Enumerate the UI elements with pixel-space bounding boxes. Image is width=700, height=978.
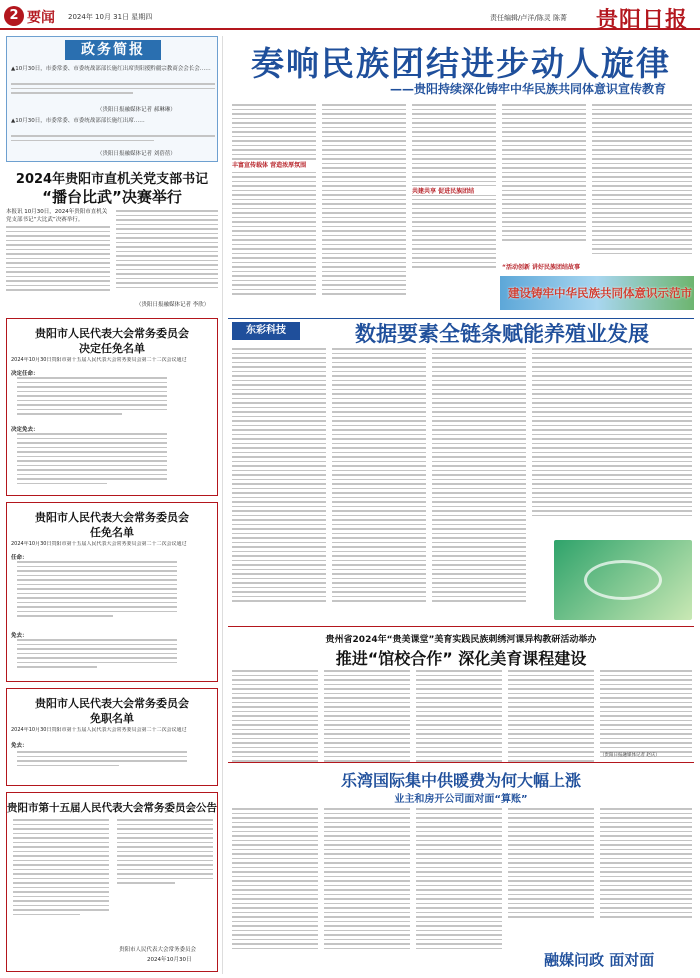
- editors-line: 责任编辑/卢洋/陈灵 陈菁: [490, 14, 567, 22]
- speech-contest-source: （贵阳日报融媒体记者 李欣）: [136, 302, 210, 308]
- box2-title-1: 贵阳市人民代表大会常务委员会: [35, 511, 189, 524]
- main-story-subtitle: ——贵阳持续深化铸牢中华民族共同体意识宣传教育: [389, 82, 666, 96]
- box2-title-2: 任免名单: [90, 526, 134, 539]
- finance-title: 乐湾国际集中供暖费为何大幅上涨: [340, 771, 581, 790]
- box2-label-2: 免去：: [11, 633, 28, 639]
- brief-item-2-source: （贵阳日报融媒体记者 刘蓓蓓）: [97, 151, 176, 157]
- box3-date: 2024年10月30日贵阳市第十五届人民代表大会常务委员会第二十二次会议通过: [11, 727, 187, 733]
- banner-image: [500, 276, 694, 310]
- digital-illustration: [554, 540, 692, 620]
- page-number: 2: [4, 6, 24, 26]
- box3-label-1: 免去：: [11, 743, 28, 749]
- box4-signature: 贵阳市人民代表大会常务委员会: [119, 947, 197, 953]
- speech-contest-article: [6, 168, 218, 308]
- digital-column-tag: 东彩科技: [232, 322, 300, 340]
- main-story-title: 奏响民族团结进步动人旋律: [251, 44, 671, 83]
- hanfu-kicker: 贵州省2024年“贵美课堂”美育实践民族刺绣河课异构教研活动举办: [325, 635, 597, 645]
- main-sub-heading-2: 共建共享 促进民族团结: [412, 186, 496, 195]
- finance-column-tag: [540, 946, 694, 972]
- finance-column-label: 融媒问政 面对面: [544, 951, 655, 969]
- digital-story-title: 数据要素全链条赋能养殖业发展: [355, 322, 649, 346]
- box4-date: 2024年10月30日: [147, 957, 192, 963]
- main-sub-heading-3: “活动创新 讲好民族团结故事: [502, 262, 586, 271]
- digital-illustration-swirl-icon: [584, 560, 662, 600]
- speech-contest-title-2: “播台比武”决赛举行: [42, 188, 182, 206]
- box3-title-1: 贵阳市人民代表大会常务委员会: [35, 697, 189, 710]
- section-name: 要闻: [27, 10, 55, 26]
- appointment-box-1: [6, 318, 218, 496]
- box3-title-2: 免职名单: [90, 712, 134, 725]
- politics-brief-title: 政务简报: [65, 40, 161, 60]
- box1-label-1: 决定任命：: [11, 371, 39, 377]
- brief-item-1: ▲10月30日，市委常委、市委统战部部长施红出席贵阳援黔疆宗教商会会长会……: [11, 66, 211, 72]
- brief-item-1-source: （贵阳日报融媒体记者 郝琳琳）: [97, 107, 176, 113]
- issue-date: 2024年 10月 31日 星期四: [68, 13, 153, 21]
- banner-text: 建设铸牢中华民族共同体意识示范市: [508, 286, 692, 300]
- speech-contest-lead: 本报讯 10月30日，2024年贵阳市直机关党支部书记“大比武”决赛举行。: [6, 209, 108, 223]
- masthead-logo: 贵阳日报: [596, 7, 689, 33]
- politics-brief: [6, 36, 218, 162]
- hanfu-title: 推进“馆校合作” 深化美育课程建设: [335, 649, 587, 668]
- appointment-box-3: [6, 688, 218, 786]
- box1-title-2: 决定任免名单: [79, 342, 145, 355]
- box1-date: 2024年10月30日贵阳市第十五届人民代表大会常务委员会第二十二次会议通过: [11, 357, 187, 363]
- box4-title: 贵阳市第十五届人民代表大会常务委员会公告: [7, 802, 217, 814]
- page-header: [0, 0, 700, 33]
- brief-item-2: ▲10月30日，市委常委、市委统战部部长施红出席……: [11, 118, 145, 124]
- box1-label-2: 决定免去：: [11, 427, 39, 433]
- main-sub-heading-1: 丰富宣传载体 营造浓厚氛围: [232, 160, 316, 169]
- box2-date: 2024年10月30日贵阳市第十五届人民代表大会常务委员会第二十二次会议通过: [11, 541, 187, 547]
- announcement-box: [6, 792, 218, 972]
- hanfu-source: （贵阳日报融媒体记者 赵庆）: [600, 753, 660, 758]
- appointment-box-2: [6, 502, 218, 682]
- speech-contest-title-1: 2024年贵阳市直机关党支部书记: [15, 172, 209, 187]
- box2-label-1: 任命：: [11, 555, 28, 561]
- finance-subtitle: 业主和房开公司面对面“算账”: [394, 794, 528, 805]
- box1-title-1: 贵阳市人民代表大会常务委员会: [35, 327, 189, 340]
